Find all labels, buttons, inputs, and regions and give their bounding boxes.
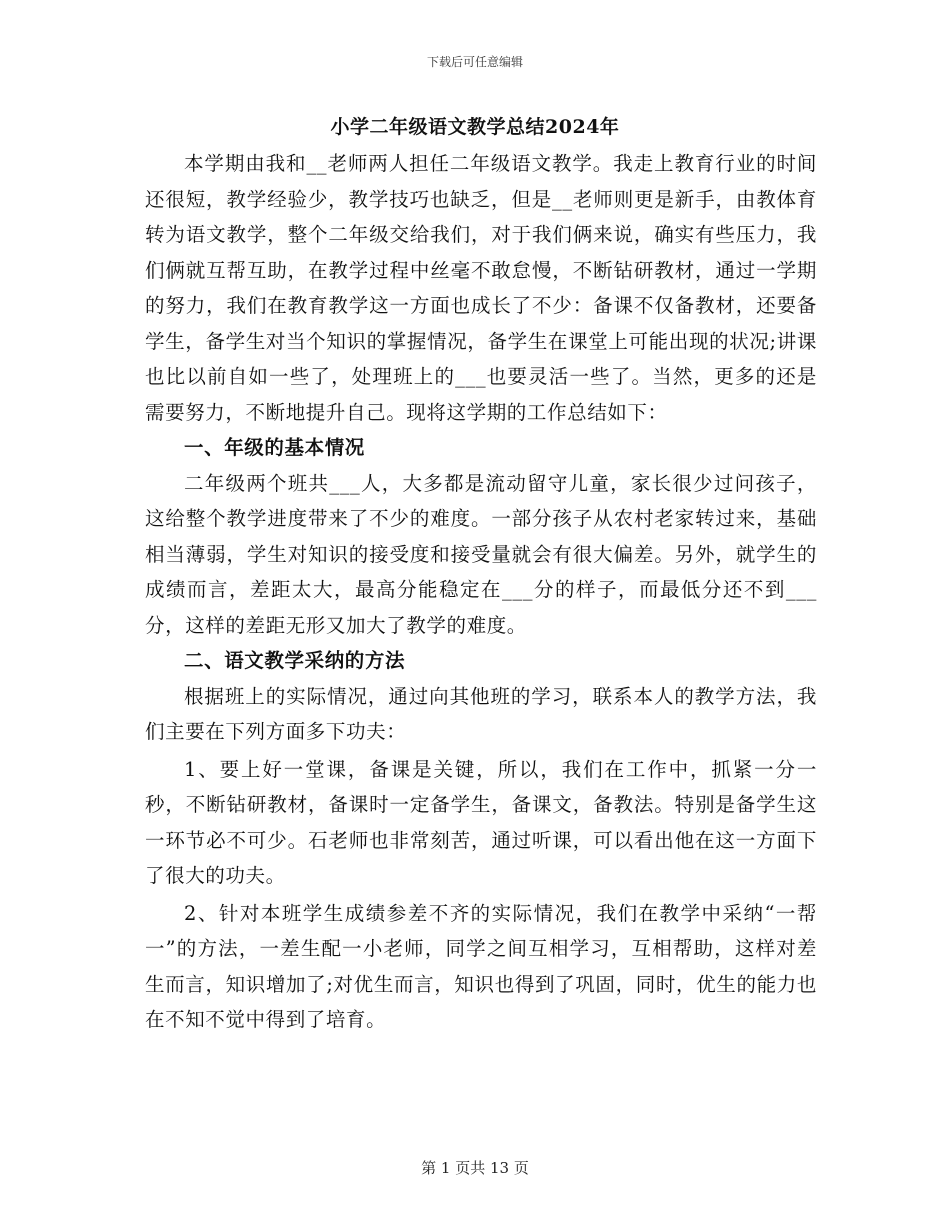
document-body (145, 146, 817, 1038)
section-2-item-2: 2、针对本班学生成绩参差不齐的实际情况，我们在教学中采纳“一帮一”的方法，一差生配一小老师，同学之间互相学习，互相帮助，这样对差生而言，知识增加了;对优生而言，知识也得到了巩固，同时，优生的能力也在不知不觉中得到了培育。 (145, 901, 817, 1031)
header-note: 下载后可任意编辑 (426, 55, 523, 69)
section-2-item-1: 1、要上好一堂课，备课是关键，所以，我们在工作中，抓紧一分一秒，不断钻研教材，备课时一定备学生，备课文，备教法。特别是备学生这一环节必不可少。石老师也非常刻苦，通过听课，可以看出他在这一方面下了很大的功夫。 (145, 757, 817, 887)
page-footer: 第 1 页共 13 页 (421, 1159, 529, 1177)
document-title: 小学二年级语文教学总结2024年 (330, 116, 620, 138)
section-2-paragraph: 根据班上的实际情况，通过向其他班的学习，联系本人的教学方法，我们主要在下列方面多下功夫： (145, 684, 817, 743)
section-2-heading: 二、语文教学采纳的方法 (184, 649, 406, 672)
intro-paragraph: 本学期由我和__老师两人担任二年级语文教学。我走上教育行业的时间还很短，教学经验少，教学技巧也缺乏，但是__老师则更是新手，由教体育转为语文教学，整个二年级交给我们，对于我们俩来说，确实有些压力，我们俩就互帮互助，在教学过程中丝毫不敢怠慢，不断钻研教材，通过一学期的努力，我们在教育教学这一方面也成长了不少：备课不仅备教材，还要备学生，备学生对当个知识的掌握情况，备学生在课堂上可能出现的状况;讲课也比以前自如一些了，处理班上的___也要灵活一些了。当然，更多的还是需要努力，不断地提升自己。现将这学期的工作总结如下： (145, 152, 817, 424)
section-1-paragraph: 二年级两个班共___人，大多都是流动留守儿童，家长很少过问孩子，这给整个教学进度带来了不少的难度。一部分孩子从农村老家转过来，基础相当薄弱，学生对知识的接受度和接受量就会有很大偏差。另外，就学生的成绩而言，差距太大，最高分能稳定在___分的样子，而最低分还不到___分，这样的差距无形又加大了教学的难度。 (145, 471, 817, 637)
section-1-heading: 一、年级的基本情况 (184, 436, 365, 459)
